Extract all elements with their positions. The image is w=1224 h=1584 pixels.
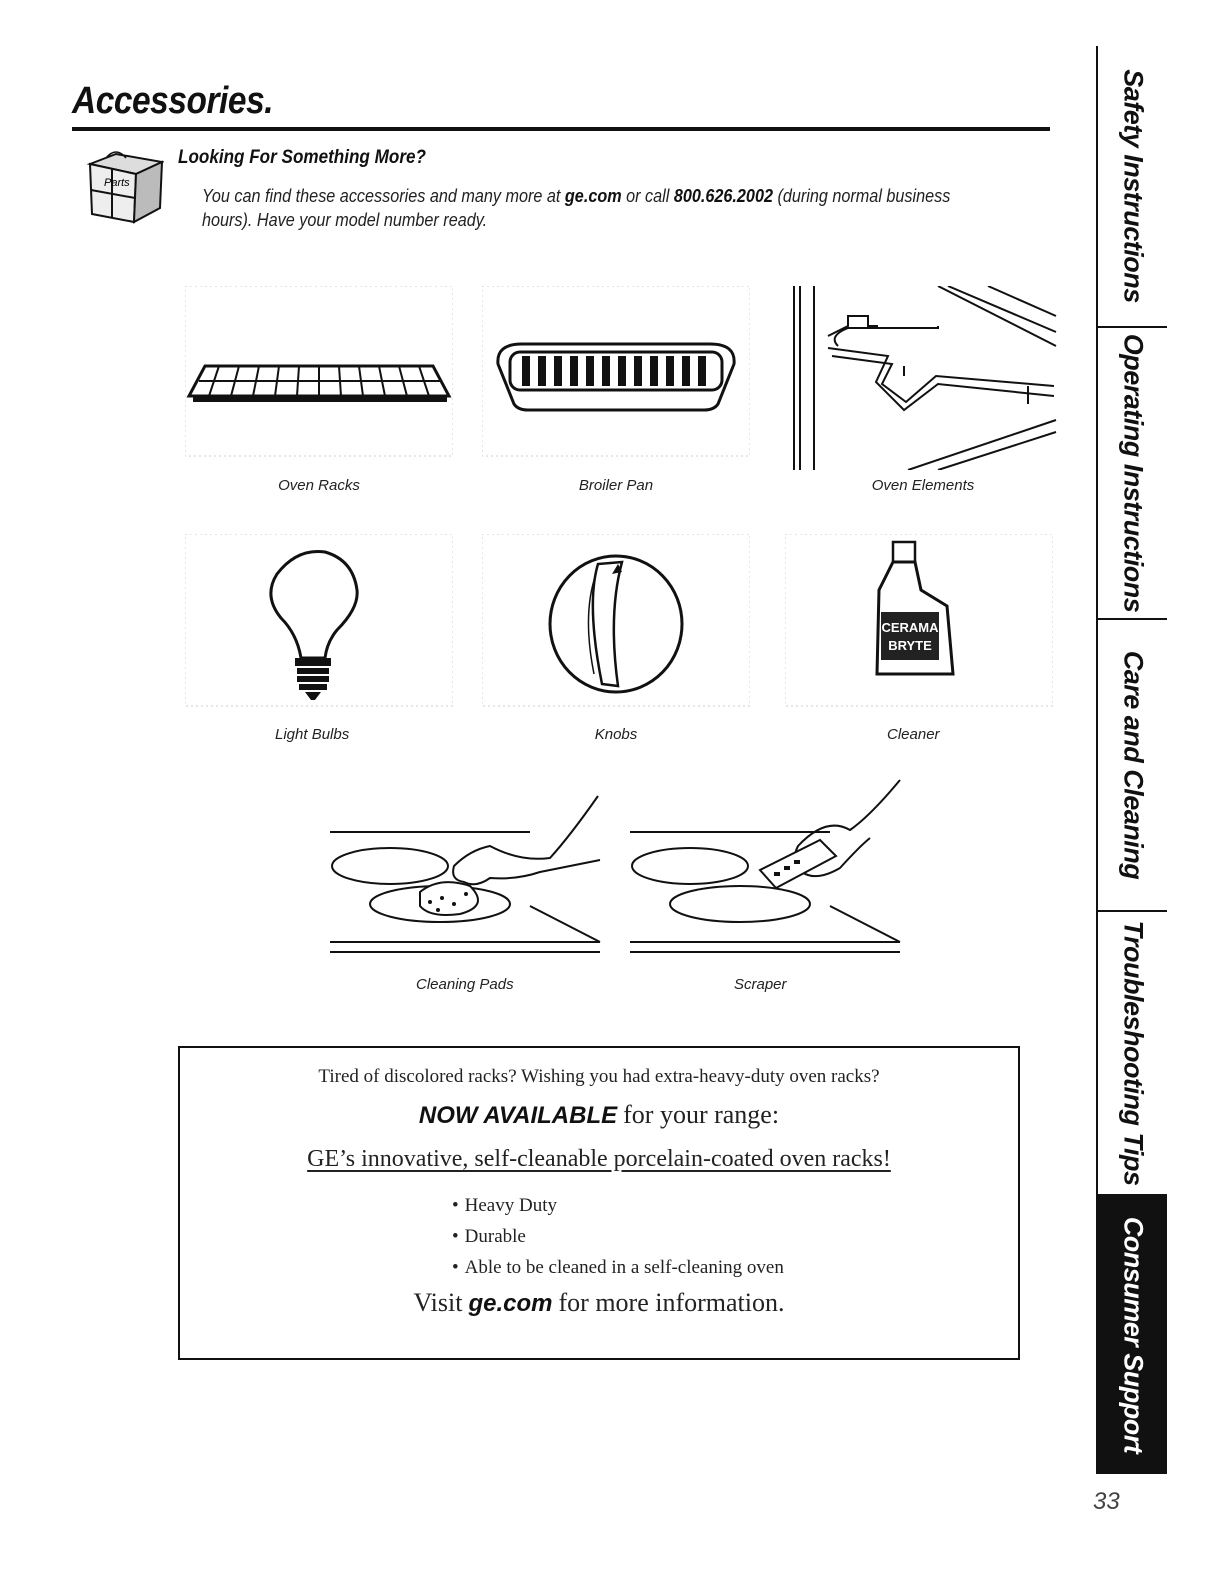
caption-scraper: Scraper [734, 976, 787, 993]
parts-label: Parts [104, 177, 130, 189]
accessory-oven-racks [185, 286, 453, 498]
accessory-broiler-pan [482, 286, 750, 498]
scraper-illustration [630, 776, 908, 962]
accessory-cleaner [785, 534, 1053, 748]
promo-question: Tired of discolored racks? Wishing you had extra-heavy-duty oven racks? [318, 1066, 880, 1087]
caption-broiler-pan: Broiler Pan [578, 477, 654, 494]
accessory-cleaning-pads [330, 776, 608, 996]
broiler-pan-illustration [482, 286, 750, 466]
caption-knobs: Knobs [594, 726, 638, 743]
tab-safety-instructions[interactable]: Safety Instructions [1098, 46, 1167, 328]
parts-box-icon [86, 148, 164, 226]
list-item: • Durable [452, 1221, 784, 1252]
oven-element-illustration [788, 286, 1058, 470]
accessory-knobs [482, 534, 750, 748]
accessory-scraper [630, 776, 908, 996]
promo-headline: GE’s innovative, self-cleanable porcelain-coated oven racks! [307, 1146, 891, 1172]
svg-text:BRYTE: BRYTE [888, 638, 932, 653]
oven-rack-illustration [185, 286, 453, 466]
cleaning-pad-illustration [330, 776, 608, 962]
section-heading: Looking For Something More? [178, 147, 426, 168]
accessory-oven-elements [788, 286, 1058, 498]
accessory-light-bulbs [185, 534, 453, 748]
list-item: • Able to be cleaned in a self-cleaning oven [452, 1252, 784, 1283]
caption-light-bulbs: Light Bulbs [275, 726, 350, 743]
cleaner-bottle-illustration [785, 534, 1053, 710]
phone-number: 800.626.2002 [673, 186, 773, 206]
promo-now-available: NOW AVAILABLE for your range: [418, 1100, 780, 1129]
promo-box [178, 1046, 1020, 1360]
list-item: • Heavy Duty [452, 1190, 784, 1221]
caption-oven-racks: Oven Racks [278, 477, 360, 494]
page-number: 33 [1093, 1488, 1120, 1515]
title-rule [72, 127, 1050, 131]
tab-care-and-cleaning[interactable]: Care and Cleaning [1098, 620, 1167, 912]
knob-illustration [482, 534, 750, 710]
caption-cleaner: Cleaner [887, 726, 940, 743]
promo-visit: Visit ge.com for more information. [413, 1288, 785, 1317]
tab-operating-instructions[interactable]: Operating Instructions [1098, 328, 1167, 620]
caption-cleaning-pads: Cleaning Pads [416, 976, 514, 993]
page-title: Accessories. [72, 80, 274, 122]
caption-oven-elements: Oven Elements [871, 477, 975, 494]
tab-consumer-support[interactable]: Consumer Support [1098, 1196, 1167, 1474]
svg-text:CERAMA: CERAMA [881, 620, 939, 635]
website-link[interactable]: ge.com [564, 186, 622, 206]
tab-troubleshooting-tips[interactable]: Troubleshooting Tips [1098, 912, 1167, 1196]
side-tab-navigation [1096, 46, 1167, 1474]
promo-bullet-list [452, 1190, 784, 1283]
intro-text: You can find these accessories and many more at ge.com or call 800.626.2002 (during normal business hours). Have your model number ready. [202, 186, 951, 230]
website-link[interactable]: ge.com [468, 1290, 553, 1317]
light-bulb-illustration [185, 534, 453, 710]
